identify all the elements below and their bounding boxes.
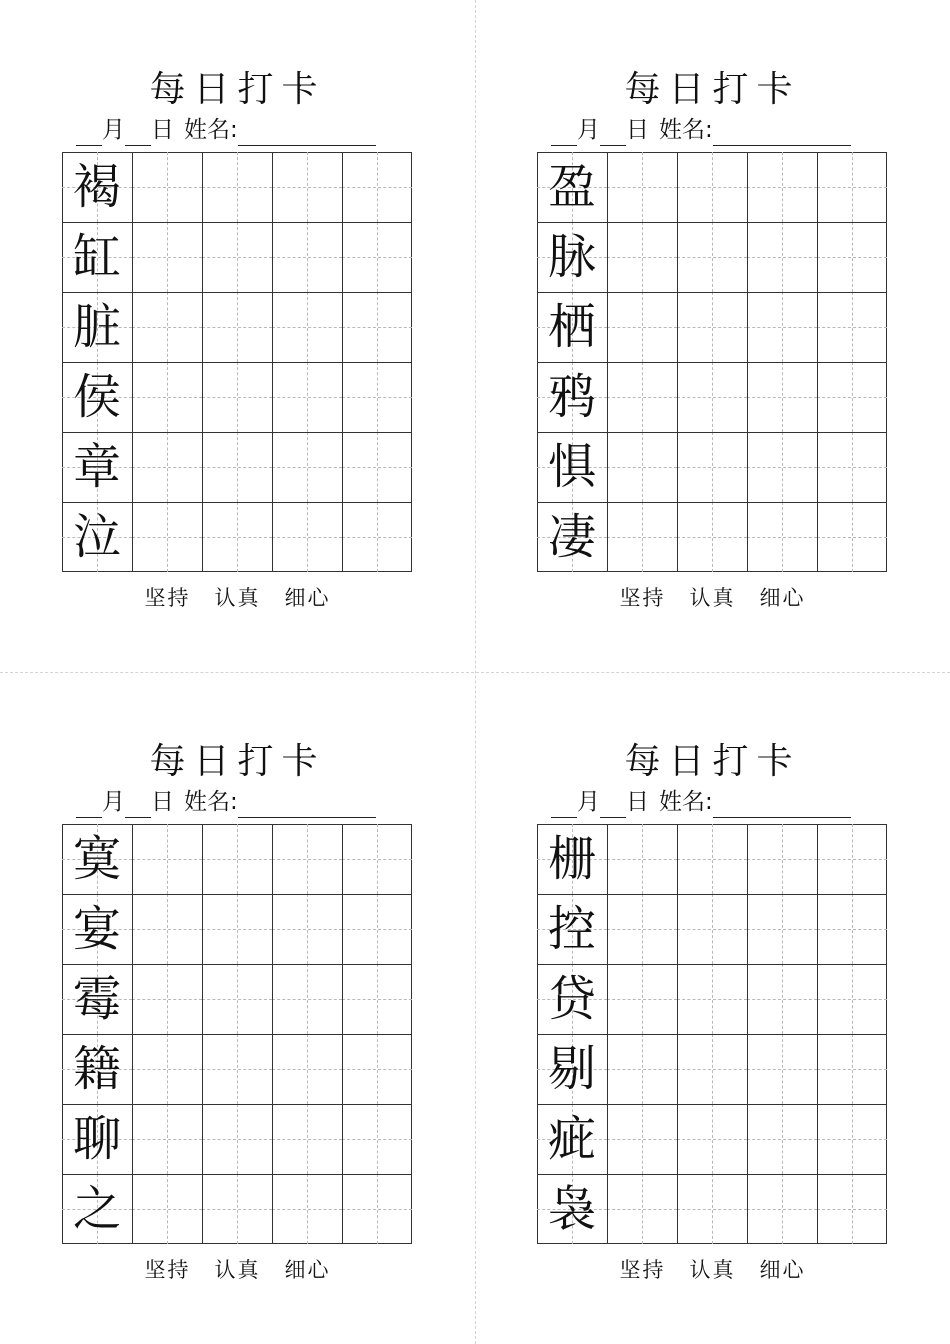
practice-cell[interactable] — [817, 152, 887, 222]
date-name-line — [76, 786, 412, 818]
grid-column-divider — [607, 153, 608, 571]
model-character: 侯 — [72, 369, 121, 425]
model-cell — [62, 824, 132, 894]
grid-row — [537, 1174, 887, 1244]
motto-word: 细心 — [284, 1258, 331, 1282]
practice-cell[interactable] — [202, 362, 272, 432]
practice-cell[interactable] — [677, 502, 747, 572]
practice-cell[interactable] — [677, 292, 747, 362]
practice-cell[interactable] — [817, 1174, 887, 1244]
model-character: 控 — [547, 901, 596, 957]
practice-cell[interactable] — [132, 152, 202, 222]
practice-cell[interactable] — [202, 824, 272, 894]
date-name-line — [551, 114, 887, 146]
name-blank[interactable] — [713, 119, 851, 146]
month-label: 月 — [102, 789, 125, 815]
practice-cell[interactable] — [607, 1034, 677, 1104]
model-cell — [62, 362, 132, 432]
model-character: 剔 — [547, 1041, 596, 1097]
practice-cell[interactable] — [202, 964, 272, 1034]
practice-cell[interactable] — [607, 432, 677, 502]
practice-cell[interactable] — [607, 362, 677, 432]
card-bottom-right — [475, 672, 950, 1344]
practice-cell[interactable] — [342, 362, 412, 432]
grid-row — [62, 824, 412, 894]
practice-cell[interactable] — [132, 824, 202, 894]
model-cell — [537, 964, 607, 1034]
grid-column-divider — [607, 825, 608, 1243]
card-title: 每日打卡 — [149, 69, 326, 110]
day-blank[interactable] — [125, 791, 151, 818]
practice-cell[interactable] — [342, 292, 412, 362]
practice-cell[interactable] — [747, 152, 817, 222]
practice-cell[interactable] — [132, 292, 202, 362]
model-character: 脉 — [547, 229, 596, 285]
practice-cell[interactable] — [747, 292, 817, 362]
grid-column-divider — [817, 153, 818, 571]
practice-cell[interactable] — [202, 432, 272, 502]
practice-cell[interactable] — [747, 1034, 817, 1104]
practice-cell[interactable] — [607, 1174, 677, 1244]
month-label: 月 — [577, 117, 600, 143]
practice-cell[interactable] — [272, 222, 342, 292]
motto-word: 坚持 — [144, 1258, 191, 1282]
name-label: 姓名: — [659, 789, 713, 815]
grid-row — [537, 152, 887, 222]
practice-cell[interactable] — [132, 894, 202, 964]
grid-column-divider — [747, 825, 748, 1243]
name-label: 姓名: — [184, 117, 238, 143]
practice-cell[interactable] — [607, 152, 677, 222]
practice-cell[interactable] — [747, 432, 817, 502]
practice-grid — [537, 824, 887, 1244]
model-cell — [62, 1104, 132, 1174]
grid-row — [62, 292, 412, 362]
practice-cell[interactable] — [677, 152, 747, 222]
motto — [475, 584, 950, 612]
practice-cell[interactable] — [202, 222, 272, 292]
card-top-right — [475, 0, 950, 672]
model-character: 脏 — [72, 299, 121, 355]
name-blank[interactable] — [238, 119, 376, 146]
model-character: 缸 — [72, 229, 121, 285]
grid-row — [537, 1104, 887, 1174]
model-character: 栅 — [547, 831, 596, 887]
model-cell — [537, 824, 607, 894]
model-cell — [537, 292, 607, 362]
practice-cell[interactable] — [607, 964, 677, 1034]
model-cell — [62, 152, 132, 222]
practice-cell[interactable] — [202, 152, 272, 222]
grid-row — [537, 292, 887, 362]
practice-cell[interactable] — [677, 432, 747, 502]
card-bottom-left — [0, 672, 475, 1344]
practice-cell[interactable] — [272, 362, 342, 432]
model-cell — [537, 152, 607, 222]
practice-cell[interactable] — [817, 824, 887, 894]
motto-word: 认真 — [214, 1258, 261, 1282]
grid-column-divider — [342, 153, 343, 571]
grid-row — [62, 964, 412, 1034]
month-blank[interactable] — [551, 791, 577, 818]
motto-word: 坚持 — [619, 586, 666, 610]
model-cell — [537, 222, 607, 292]
model-character: 栖 — [547, 299, 596, 355]
practice-cell[interactable] — [342, 152, 412, 222]
practice-cell[interactable] — [342, 432, 412, 502]
practice-cell[interactable] — [342, 1034, 412, 1104]
practice-cell[interactable] — [677, 222, 747, 292]
practice-cell[interactable] — [607, 502, 677, 572]
practice-cell[interactable] — [817, 432, 887, 502]
model-cell — [537, 502, 607, 572]
model-character: 惧 — [547, 439, 596, 495]
practice-cell[interactable] — [272, 824, 342, 894]
practice-cell[interactable] — [677, 964, 747, 1034]
grid-row — [537, 824, 887, 894]
day-label: 日 — [151, 117, 174, 143]
motto-word: 细心 — [759, 1258, 806, 1282]
month-label: 月 — [102, 117, 125, 143]
name-label: 姓名: — [659, 117, 713, 143]
model-cell — [537, 432, 607, 502]
grid-column-divider — [202, 153, 203, 571]
practice-cell[interactable] — [202, 894, 272, 964]
grid-row — [62, 362, 412, 432]
grid-row — [62, 432, 412, 502]
practice-cell[interactable] — [747, 1104, 817, 1174]
practice-cell[interactable] — [272, 432, 342, 502]
month-label: 月 — [577, 789, 600, 815]
practice-grid — [62, 824, 412, 1244]
practice-cell[interactable] — [132, 964, 202, 1034]
practice-cell[interactable] — [342, 502, 412, 572]
practice-cell[interactable] — [817, 222, 887, 292]
practice-cell[interactable] — [132, 1174, 202, 1244]
grid-row — [62, 1174, 412, 1244]
model-character: 鸦 — [547, 369, 596, 425]
practice-cell[interactable] — [132, 222, 202, 292]
motto-word: 认真 — [214, 586, 261, 610]
name-blank[interactable] — [238, 791, 376, 818]
model-character: 贷 — [547, 971, 596, 1027]
card-title: 每日打卡 — [624, 69, 801, 110]
grid-row — [62, 894, 412, 964]
model-character: 褐 — [72, 159, 121, 215]
grid-row — [537, 502, 887, 572]
grid-column-divider — [132, 825, 133, 1243]
practice-cell[interactable] — [132, 1104, 202, 1174]
month-blank[interactable] — [551, 119, 577, 146]
grid-row — [62, 1034, 412, 1104]
month-blank[interactable] — [76, 791, 102, 818]
practice-cell[interactable] — [272, 1034, 342, 1104]
month-blank[interactable] — [76, 119, 102, 146]
practice-cell[interactable] — [607, 894, 677, 964]
grid-column-divider — [132, 153, 133, 571]
grid-column-divider — [272, 153, 273, 571]
day-blank[interactable] — [600, 791, 626, 818]
practice-cell[interactable] — [747, 1174, 817, 1244]
model-cell — [537, 894, 607, 964]
practice-cell[interactable] — [342, 222, 412, 292]
model-character: 之 — [72, 1181, 121, 1237]
practice-cell[interactable] — [747, 824, 817, 894]
practice-cell[interactable] — [342, 1104, 412, 1174]
practice-cell[interactable] — [132, 1034, 202, 1104]
practice-cell[interactable] — [817, 292, 887, 362]
model-character: 章 — [72, 439, 121, 495]
practice-cell[interactable] — [272, 292, 342, 362]
model-character: 寞 — [72, 831, 121, 887]
motto-word: 认真 — [689, 1258, 736, 1282]
model-character: 凄 — [547, 509, 596, 565]
practice-cell[interactable] — [342, 1174, 412, 1244]
motto-word: 细心 — [759, 586, 806, 610]
motto-word: 坚持 — [619, 1258, 666, 1282]
model-cell — [62, 222, 132, 292]
practice-cell[interactable] — [272, 964, 342, 1034]
day-label: 日 — [626, 117, 649, 143]
name-blank[interactable] — [713, 791, 851, 818]
model-cell — [62, 894, 132, 964]
practice-cell[interactable] — [272, 502, 342, 572]
model-character: 盈 — [547, 159, 596, 215]
grid-row — [62, 1104, 412, 1174]
practice-cell[interactable] — [817, 1034, 887, 1104]
practice-cell[interactable] — [132, 502, 202, 572]
grid-column-divider — [747, 153, 748, 571]
model-cell — [62, 292, 132, 362]
motto — [0, 584, 475, 612]
model-character: 宴 — [72, 901, 121, 957]
model-cell — [62, 964, 132, 1034]
practice-cell[interactable] — [607, 1104, 677, 1174]
practice-cell[interactable] — [607, 222, 677, 292]
practice-cell[interactable] — [272, 1104, 342, 1174]
grid-row — [62, 152, 412, 222]
practice-cell[interactable] — [747, 222, 817, 292]
practice-cell[interactable] — [202, 502, 272, 572]
grid-row — [537, 964, 887, 1034]
practice-grid — [537, 152, 887, 572]
practice-cell[interactable] — [607, 824, 677, 894]
model-cell — [537, 1034, 607, 1104]
practice-cell[interactable] — [607, 292, 677, 362]
practice-cell[interactable] — [272, 894, 342, 964]
model-cell — [62, 432, 132, 502]
motto-word: 细心 — [284, 586, 331, 610]
practice-cell[interactable] — [202, 292, 272, 362]
model-cell — [537, 1174, 607, 1244]
name-label: 姓名: — [184, 789, 238, 815]
practice-cell[interactable] — [202, 1104, 272, 1174]
grid-row — [537, 222, 887, 292]
grid-column-divider — [202, 825, 203, 1243]
grid-row — [537, 432, 887, 502]
model-cell — [537, 1104, 607, 1174]
motto-word: 认真 — [689, 586, 736, 610]
practice-cell[interactable] — [202, 1034, 272, 1104]
grid-row — [62, 502, 412, 572]
motto — [475, 1256, 950, 1284]
motto-word: 坚持 — [144, 586, 191, 610]
practice-cell[interactable] — [342, 964, 412, 1034]
model-character: 袅 — [547, 1181, 596, 1237]
card-title: 每日打卡 — [624, 741, 801, 782]
practice-cell[interactable] — [677, 824, 747, 894]
date-name-line — [76, 114, 412, 146]
grid-column-divider — [817, 825, 818, 1243]
practice-cell[interactable] — [202, 1174, 272, 1244]
practice-cell[interactable] — [342, 824, 412, 894]
practice-grid — [62, 152, 412, 572]
grid-row — [62, 222, 412, 292]
model-character: 聊 — [72, 1111, 121, 1167]
model-cell — [62, 1034, 132, 1104]
practice-cell[interactable] — [747, 894, 817, 964]
practice-cell[interactable] — [817, 502, 887, 572]
day-blank[interactable] — [600, 119, 626, 146]
grid-row — [537, 894, 887, 964]
practice-cell[interactable] — [132, 432, 202, 502]
grid-row — [537, 1034, 887, 1104]
motto — [0, 1256, 475, 1284]
grid-column-divider — [272, 825, 273, 1243]
grid-column-divider — [342, 825, 343, 1243]
practice-cell[interactable] — [817, 362, 887, 432]
day-blank[interactable] — [125, 119, 151, 146]
grid-column-divider — [677, 153, 678, 571]
card-title: 每日打卡 — [149, 741, 326, 782]
practice-cell[interactable] — [132, 362, 202, 432]
practice-cell[interactable] — [677, 1034, 747, 1104]
model-cell — [537, 362, 607, 432]
model-character: 籍 — [72, 1041, 121, 1097]
practice-cell[interactable] — [817, 1104, 887, 1174]
practice-cell[interactable] — [677, 362, 747, 432]
model-cell — [62, 502, 132, 572]
practice-cell[interactable] — [677, 1104, 747, 1174]
practice-cell[interactable] — [272, 1174, 342, 1244]
practice-cell[interactable] — [817, 964, 887, 1034]
practice-cell[interactable] — [677, 1174, 747, 1244]
model-character: 疵 — [547, 1111, 596, 1167]
grid-row — [537, 362, 887, 432]
practice-cell[interactable] — [747, 502, 817, 572]
model-character: 霉 — [72, 971, 121, 1027]
practice-cell[interactable] — [342, 894, 412, 964]
model-character: 泣 — [72, 509, 121, 565]
date-name-line — [551, 786, 887, 818]
practice-cell[interactable] — [747, 964, 817, 1034]
practice-cell[interactable] — [272, 152, 342, 222]
practice-cell[interactable] — [747, 362, 817, 432]
model-cell — [62, 1174, 132, 1244]
day-label: 日 — [626, 789, 649, 815]
card-top-left — [0, 0, 475, 672]
day-label: 日 — [151, 789, 174, 815]
practice-cell[interactable] — [817, 894, 887, 964]
grid-column-divider — [677, 825, 678, 1243]
practice-cell[interactable] — [677, 894, 747, 964]
